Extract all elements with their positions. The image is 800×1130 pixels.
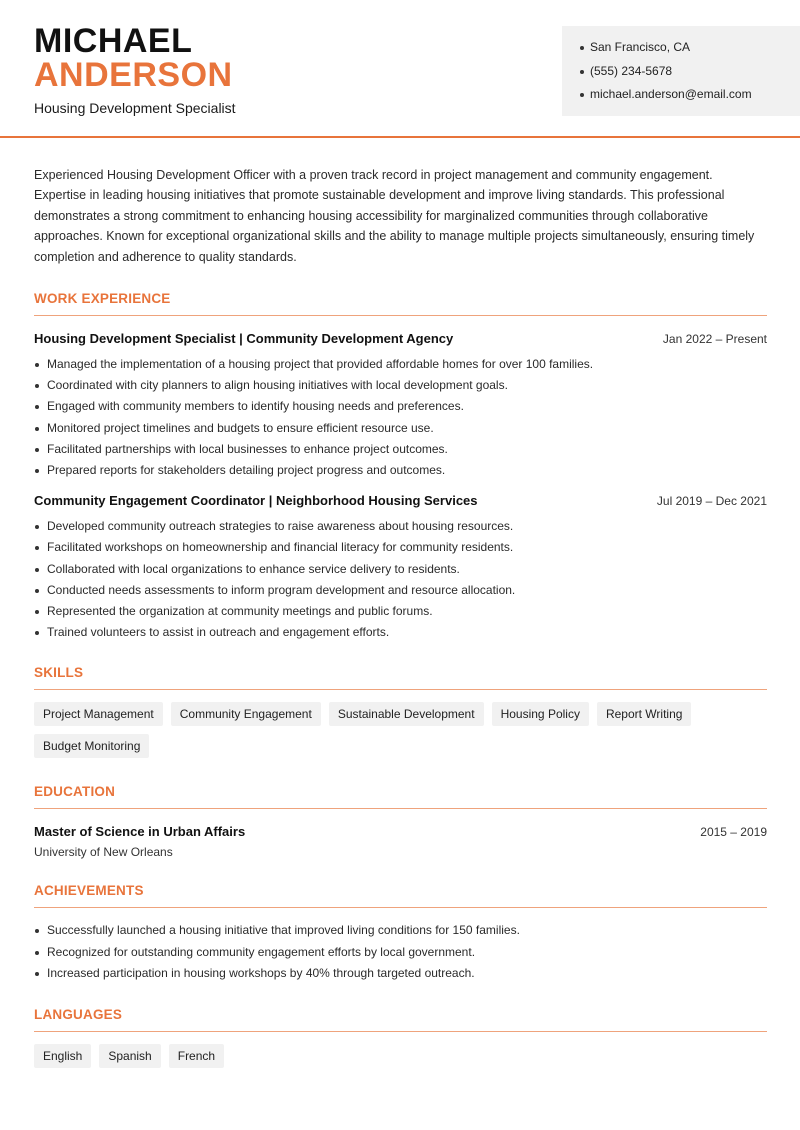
section-title-skills: SKILLS	[34, 665, 767, 690]
education-dates: 2015 – 2019	[700, 825, 767, 840]
job-bullet: Prepared reports for stakeholders detailing project progress and outcomes.	[34, 460, 767, 481]
job-bullet: Facilitated workshops on homeownership and financial literacy for community residents.	[34, 537, 767, 558]
resume-header	[0, 0, 800, 138]
school: University of New Orleans	[34, 845, 173, 860]
job-entry	[34, 331, 767, 481]
job-title: Housing Development Specialist	[34, 100, 236, 116]
education-section	[34, 784, 767, 859]
skill-chip: Sustainable Development	[329, 702, 484, 726]
job-bullet: Monitored project timelines and budgets to ensure efficient resource use.	[34, 418, 767, 439]
language-chip: French	[169, 1044, 224, 1068]
contact-location: San Francisco, CA	[580, 36, 800, 60]
contact-email[interactable]: michael.anderson@email.com	[580, 83, 800, 107]
skills-list	[34, 702, 767, 758]
skill-chip: Project Management	[34, 702, 163, 726]
job-bullet: Engaged with community members to identify housing needs and preferences.	[34, 396, 767, 417]
degree: Master of Science in Urban Affairs	[34, 824, 246, 840]
job-role: Housing Development Specialist | Community Development Agency	[34, 331, 454, 347]
language-chip: Spanish	[99, 1044, 160, 1068]
job-bullet: Conducted needs assessments to inform program development and resource allocation.	[34, 580, 767, 601]
achievement-item: Successfully launched a housing initiative that improved living conditions for 150 families.	[34, 920, 767, 941]
skills-section	[34, 665, 767, 758]
skill-chip: Housing Policy	[492, 702, 589, 726]
achievement-item: Increased participation in housing workshops by 40% through targeted outreach.	[34, 963, 767, 984]
skill-chip: Budget Monitoring	[34, 734, 149, 758]
contact-box	[562, 26, 800, 116]
skill-chip: Community Engagement	[171, 702, 321, 726]
first-name: MICHAEL	[34, 22, 193, 60]
job-bullet: Developed community outreach strategies to raise awareness about housing resources.	[34, 516, 767, 537]
job-role: Community Engagement Coordinator | Neighborhood Housing Services	[34, 493, 478, 509]
job-dates: Jul 2019 – Dec 2021	[656, 494, 767, 509]
job-entry	[34, 493, 767, 643]
skill-chip: Report Writing	[597, 702, 691, 726]
job-dates: Jan 2022 – Present	[662, 332, 767, 347]
resume-body	[34, 165, 767, 1068]
job-bullet: Facilitated partnerships with local businesses to enhance project outcomes.	[34, 439, 767, 460]
section-title-achievements: ACHIEVEMENTS	[34, 883, 767, 908]
languages-section	[34, 1007, 767, 1068]
achievement-item: Recognized for outstanding community engagement efforts by local government.	[34, 942, 767, 963]
work-section	[34, 291, 767, 643]
job-bullet: Represented the organization at community meetings and public forums.	[34, 601, 767, 622]
summary: Experienced Housing Development Officer with a proven track record in project management and community engagement. Expertise in leading housing initiatives that promote sustainable development and improve living standards. This professional demonstrates a strong commitment to enhancing housing accessibility for marginalized communities through collaborative approaches. Known for exceptional organizational skills and the ability to manage multiple projects simultaneously, ensuring timely completion and adherence to quality standards.	[34, 168, 755, 264]
job-bullet: Collaborated with local organizations to enhance service delivery to residents.	[34, 559, 767, 580]
achievements-section	[34, 883, 767, 984]
section-title-work: WORK EXPERIENCE	[34, 291, 767, 316]
section-title-languages: LANGUAGES	[34, 1007, 767, 1032]
language-chip: English	[34, 1044, 91, 1068]
job-bullet: Coordinated with city planners to align housing initiatives with local development goals.	[34, 375, 767, 396]
section-title-education: EDUCATION	[34, 784, 767, 809]
contact-phone: (555) 234-5678	[580, 60, 800, 84]
languages-list	[34, 1044, 767, 1068]
job-bullet: Managed the implementation of a housing project that provided affordable homes for over 100 families.	[34, 354, 767, 375]
job-bullet: Trained volunteers to assist in outreach and engagement efforts.	[34, 622, 767, 643]
last-name: ANDERSON	[34, 56, 233, 94]
